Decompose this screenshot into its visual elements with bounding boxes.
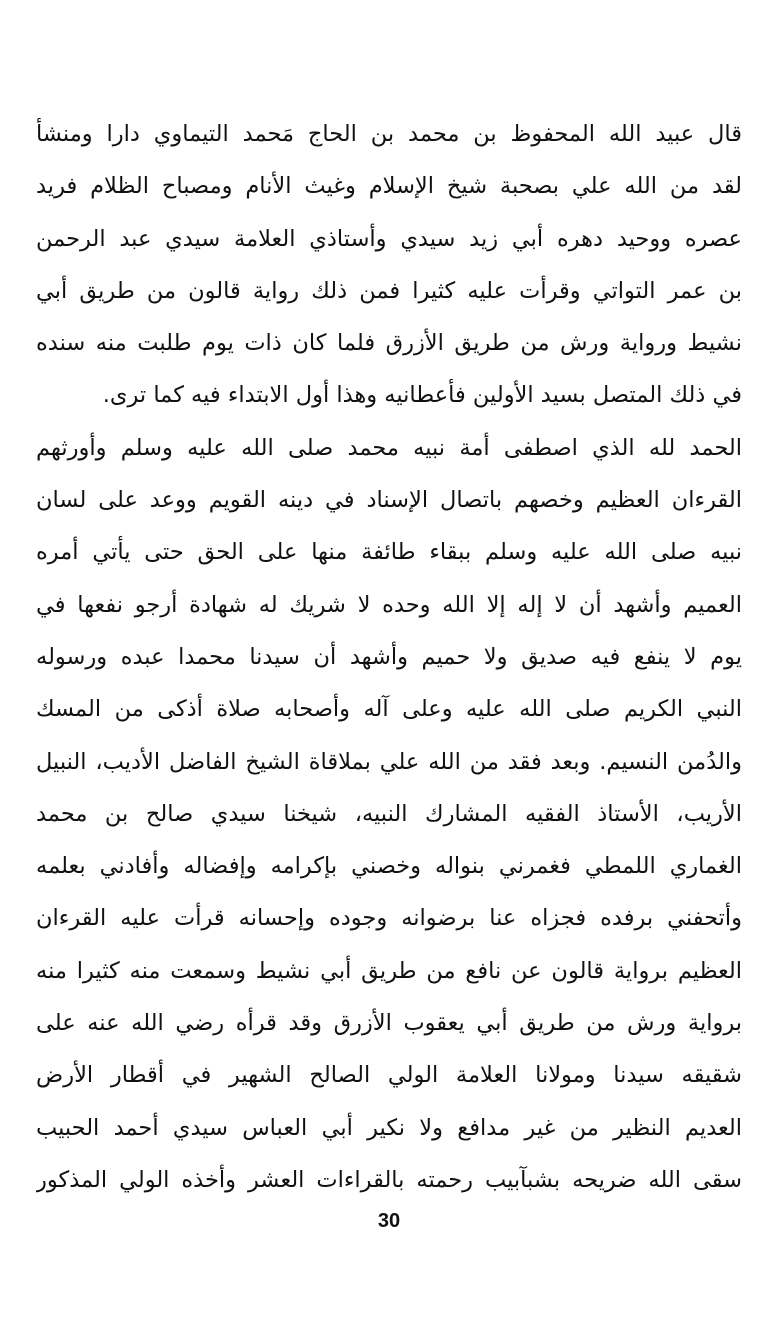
text-line: نشيط ورواية ورش من طريق الأزرق فلما كان ذات يوم طلبت منه سنده [36,330,742,357]
page-number: 30 [377,1210,401,1232]
text-line: بن عمر التواتي وقرأت عليه كثيرا فمن ذلك رواية قالون من طريق أبي [36,277,742,304]
text-line: العميم وأشهد أن لا إله إلا الله وحده لا شريك له شهادة أرجو نفعها في [36,591,742,618]
text-line: وأتحفني برفده فجزاه عنا برضوانه وجوده وإحسانه قرأت عليه القرءان [36,905,742,932]
text-line: برواية ورش من طريق أبي يعقوب الأزرق وقد قرأه رضي الله عنه على [36,1010,742,1037]
text-line: سقى الله ضريحه بشبآبيب رحمته بالقراءات العشر وأخذه الولي المذكور [36,1166,742,1193]
text-line: العديم النظير من غير مدافع ولا نكير أبي العباس سيدي أحمد الحبيب [36,1114,742,1141]
text-line: يوم لا ينفع فيه صديق ولا حميم وأشهد أن سيدنا محمدا عبده ورسوله [36,643,742,670]
text-line: في ذلك المتصل بسيد الأولين فأعطانيه وهذا أول الابتداء فيه كما ترى. [102,382,742,409]
text-line: القرءان العظيم وخصهم باتصال الإسناد في دينه القويم ووعد على لسان [36,487,742,514]
text-line: نبيه صلى الله عليه وسلم ببقاء طائفة منها على الحق حتى يأتي أمره [36,539,742,566]
text-line: العظيم برواية قالون عن نافع من طريق أبي نشيط وسمعت منه كثيرا منه [36,957,742,984]
text-body [36,108,742,1206]
text-line: الغماري اللمطي فغمرني بنواله وخصني بإكرامه وإفضاله وأفادني بعلمه [36,853,742,880]
text-line: الحمد لله الذي اصطفى أمة نبيه محمد صلى الله عليه وسلم وأورثهم [36,434,742,461]
text-line: والدُمن النسيم. وبعد فقد من الله علي بملاقاة الشيخ الفاضل الأديب، النبيل [36,748,742,775]
text-line: لقد من الله علي بصحبة شيخ الإسلام وغيث الأنام ومصباح الظلام فريد [36,173,742,200]
text-line: عصره ووحيد دهره أبي زيد سيدي وأستاذي العلامة سيدي عبد الرحمن [36,225,742,252]
text-line: شقيقه سيدنا ومولانا العلامة الولي الصالح الشهير في أقطار الأرض [36,1062,742,1089]
text-line: النبي الكريم صلى الله عليه وعلى آله وأصحابه صلاة أذكى من المسك [36,696,742,723]
text-line: الأريب، الأستاذ الفقيه المشارك النبيه، شيخنا سيدي صالح بن محمد [36,800,742,827]
text-line: قال عبيد الله المحفوظ بن محمد بن الحاج مَحمد التيماوي دارا ومنشأ [36,121,742,147]
